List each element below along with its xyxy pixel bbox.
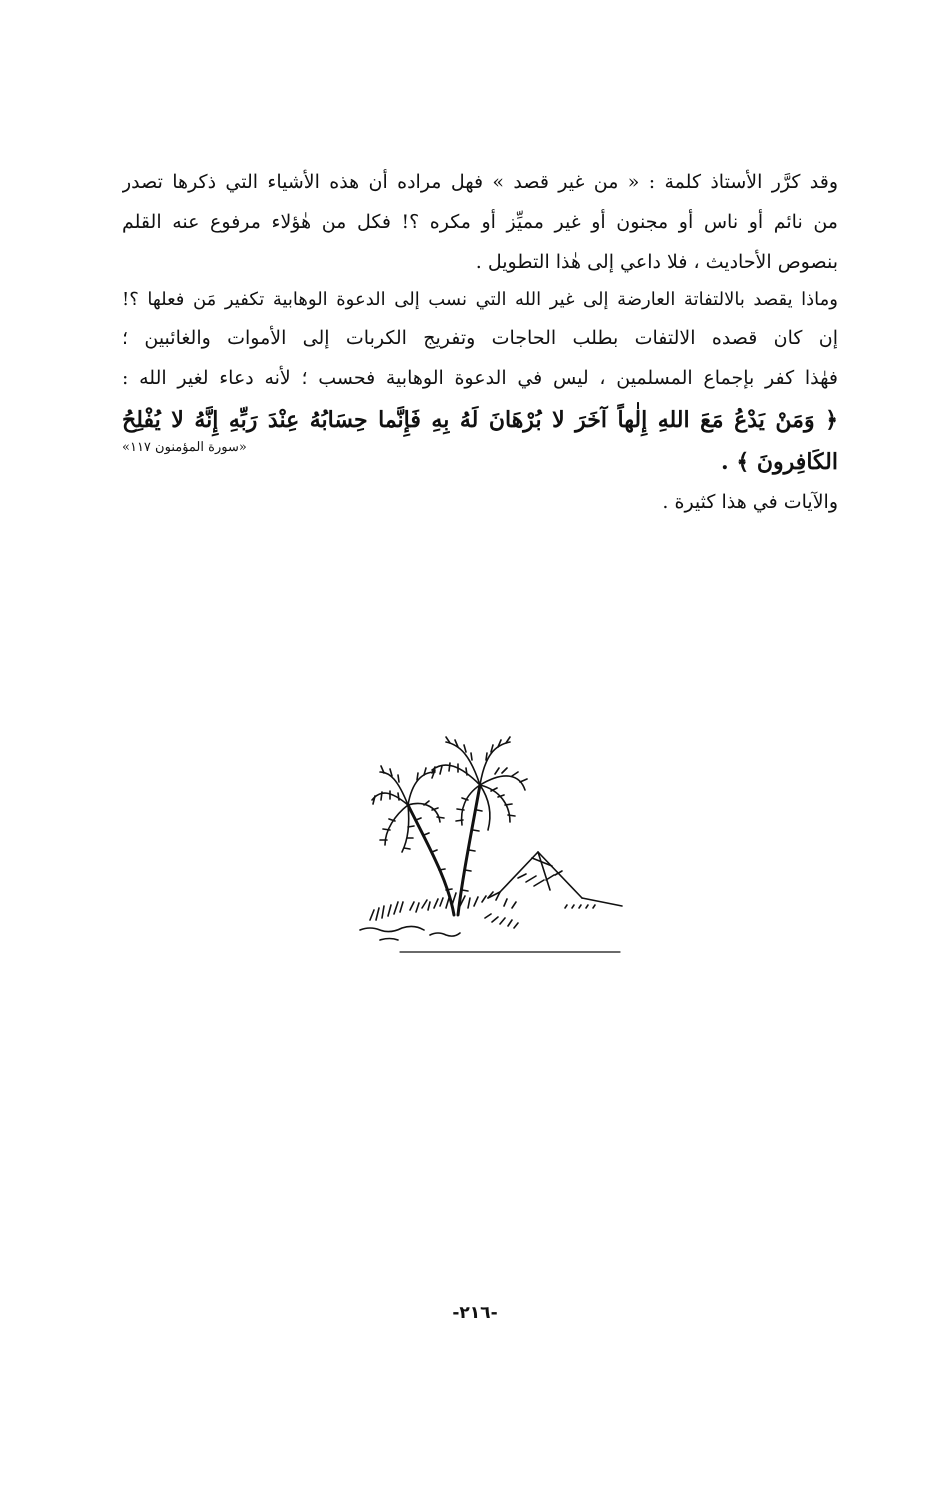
paragraph-2-line-3: فهٰذا كفر بإجماع المسلمين ، ليس في الدعوة الوهابية فحسب ؛ لأنه دعاء لغير الله : — [122, 367, 838, 389]
paragraph-1-line-2: من نائم أو ناس أو مجنون أو غير مميِّز أو مكره ؟! فكل من هٰؤلاء مرفوع عنه القلم — [122, 211, 838, 233]
palm-trees-tent-illustration — [350, 730, 625, 960]
surah-citation: «سورة المؤمنون ١١٧» — [122, 440, 247, 455]
quran-verse-line-1: ﴿ وَمَنْ يَدْعُ مَعَ اللهِ إِلٰهاً آخَرَ لا بُرْهَانَ لَهُ بِهِ فَإِنَّما حِسَابُهُ عِنْدَ رَبِّهِ إِنَّهُ لا يُفْلِحُ — [122, 407, 838, 433]
closing-line: والآيات في هذا كثيرة . — [662, 491, 838, 513]
paragraph-1-line-3: بنصوص الأحاديث ، فلا داعي إلى هٰذا التطويل . — [475, 251, 838, 273]
paragraph-1-line-1: وقد كرَّر الأستاذ كلمة : « من غير قصد » فهل مراده أن هذه الأشياء التي ذكرها تصدر — [122, 171, 838, 193]
paragraph-2-line-1: وماذا يقصد بالالتفاتة العارضة إلى غير الله التي نسب إلى الدعوة الوهابية تكفير مَن فعلها ؟! — [122, 289, 838, 310]
quran-verse-end — [122, 442, 838, 482]
body-text — [122, 162, 838, 522]
paragraph-2-line-2: إن كان قصده الالتفات بطلب الحاجات وتفريج الكربات إلى الأموات والغائبين ؛ — [122, 327, 838, 349]
page-number: -٢١٦- — [452, 1303, 498, 1323]
quran-verse-line-2: الكَافِرونَ ﴾ . — [721, 449, 838, 475]
